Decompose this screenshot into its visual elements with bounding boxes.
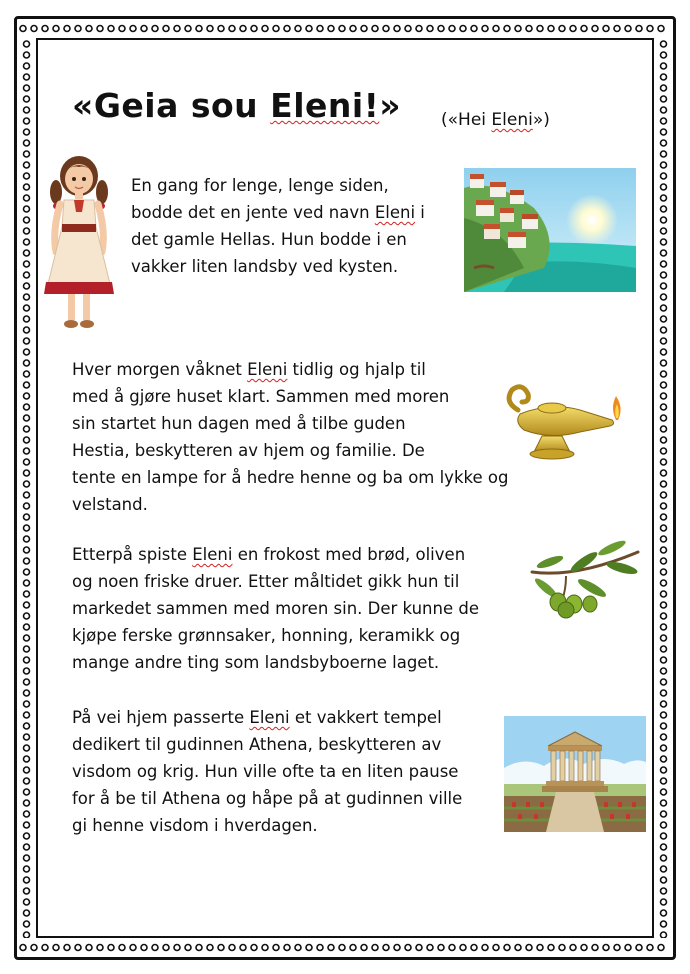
border-dots-bottom <box>17 938 673 957</box>
paragraph-line: med å gjøre huset klart. Sammen med moren <box>72 387 450 406</box>
paragraph-line: mange andre ting som landsbyboerne laget. <box>72 653 440 672</box>
paragraph-line: det gamle Hellas. Hun bodde i en <box>131 230 407 249</box>
paragraph-line: Hestia, beskytteren av hjem og familie. De <box>72 441 425 460</box>
paragraph-line: for å be til Athena og håpe på at gudinnen ville <box>72 789 463 808</box>
subtitle-name: Eleni <box>491 110 533 130</box>
paragraph-2 <box>72 356 508 518</box>
paragraph-line: dedikert til gudinnen Athena, beskytteren av <box>72 735 442 754</box>
paragraph-line: kjøpe ferske grønnsaker, honning, keramikk og <box>72 626 461 645</box>
paragraph-line: Etterpå spiste Eleni en frokost med brød, oliven <box>72 545 466 564</box>
oil-lamp-icon <box>500 380 628 462</box>
paragraph-line: vakker liten landsby ved kysten. <box>131 257 399 276</box>
paragraph-line: visdom og krig. Hun ville ofte ta en liten pause <box>72 762 459 781</box>
paragraph-line: gi henne visdom i hverdagen. <box>72 816 318 835</box>
paragraph-line: og noen friske druer. Etter måltidet gikk hun til <box>72 572 460 591</box>
page-title: «Geia sou Eleni!» <box>72 86 402 125</box>
paragraph-line: På vei hjem passerte Eleni et vakkert tempel <box>72 708 442 727</box>
paragraph-line: bodde det en jente ved navn Eleni i <box>131 203 425 222</box>
temple-image <box>504 716 646 832</box>
paragraph-3 <box>72 541 479 676</box>
paragraph-line: markedet sammen med moren sin. Der kunne de <box>72 599 479 618</box>
paragraph-line: sin startet hun dagen med å tilbe guden <box>72 414 406 433</box>
girl-illustration <box>38 152 120 334</box>
title-name: Eleni! <box>270 86 380 125</box>
paragraph-line: Hver morgen våknet Eleni tidlig og hjalp til <box>72 360 426 379</box>
paragraph-line: En gang for lenge, lenge siden, <box>131 176 389 195</box>
border-dots-top <box>17 19 673 38</box>
border-dots-left <box>17 38 36 938</box>
paragraph-line: velstand. <box>72 495 148 514</box>
page-subtitle: («Hei Eleni») <box>441 110 550 130</box>
border-dots-right <box>654 38 673 938</box>
paragraph-4 <box>72 704 462 839</box>
paragraph-1 <box>131 172 425 280</box>
paragraph-line: tente en lampe for å hedre henne og ba om lykke og <box>72 468 509 487</box>
coastal-village-image <box>464 168 636 292</box>
olive-branch-icon <box>526 538 644 622</box>
